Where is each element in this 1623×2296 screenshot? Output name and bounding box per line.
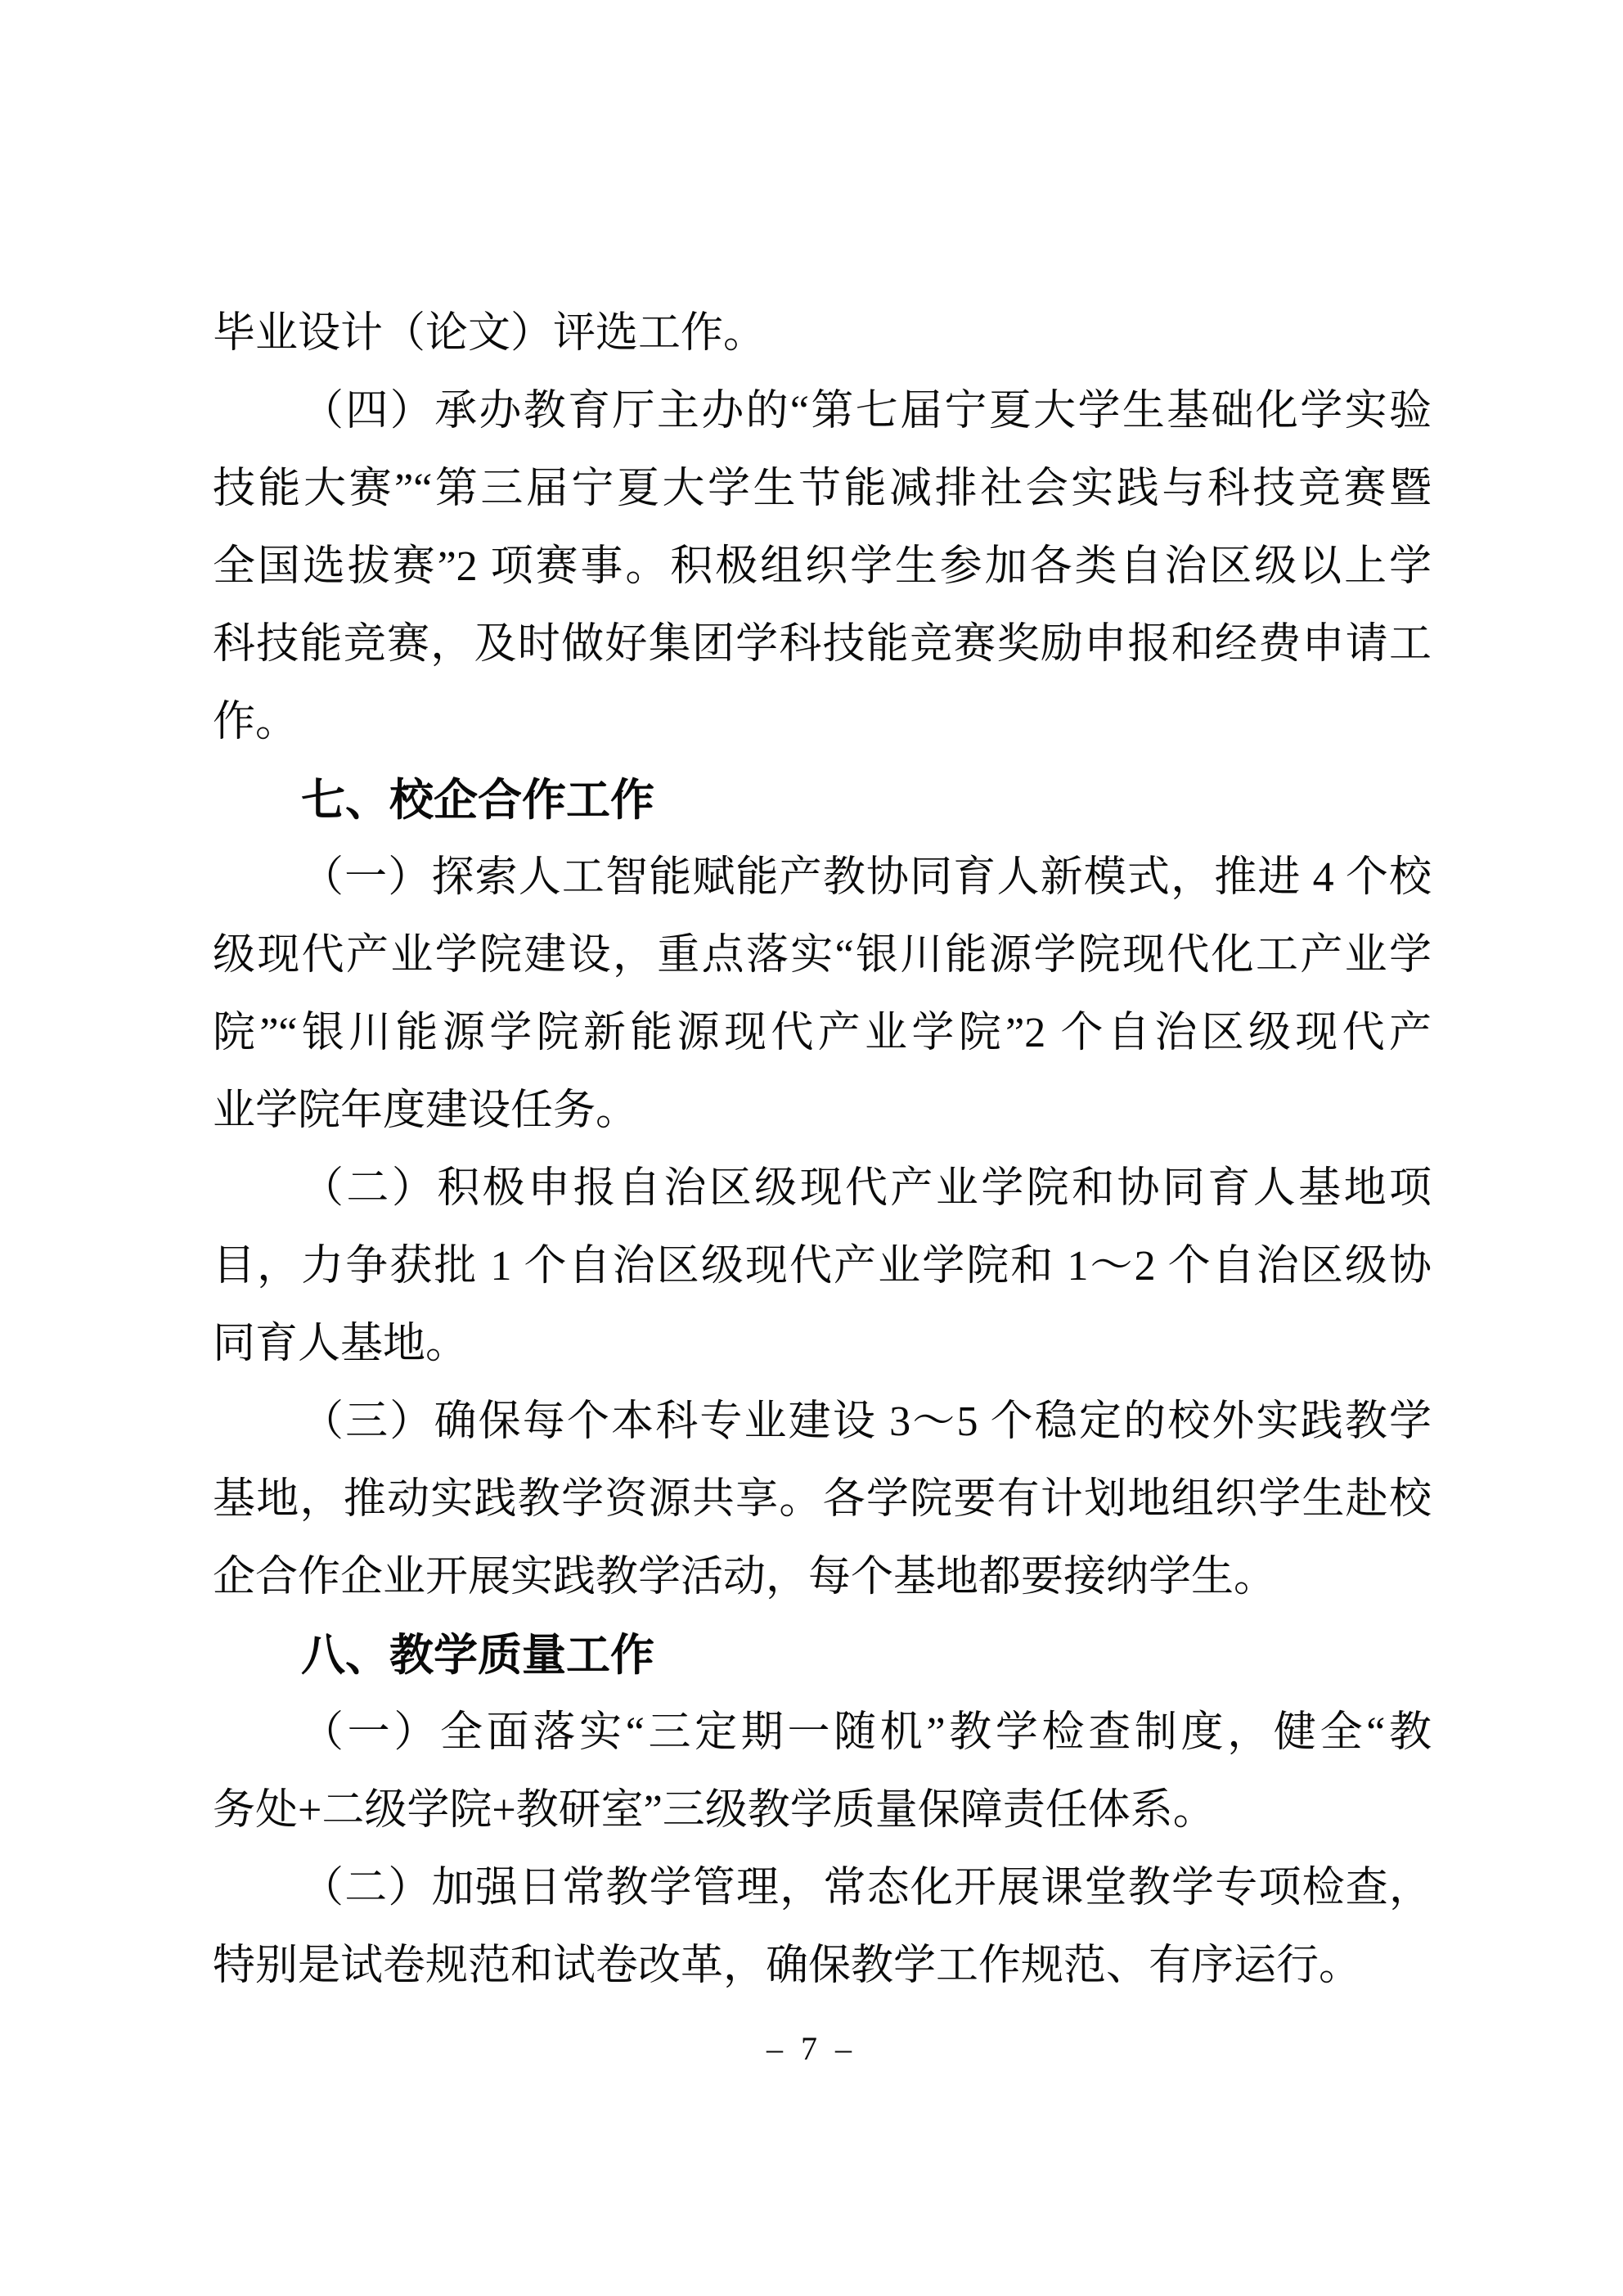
text-line: （四）承办教育厅主办的“第七届宁夏大学生基础化学实验 [301,388,1432,434]
text-line: 级现代产业学院建设，重点落实“银川能源学院现代化工产业学 [213,932,1432,979]
section-heading: 八、教学质量工作 [301,1629,654,1681]
text-line: 同育人基地。 [213,1321,469,1367]
text-line: 特别是试卷规范和试卷改革，确保教学工作规范、有序运行。 [213,1943,1362,1989]
text-line: （三）确保每个本科专业建设 3～5 个稳定的校外实践教学 [301,1398,1432,1445]
section-heading: 七、校企合作工作 [301,774,654,826]
text-line: 院”“银川能源学院新能源现代产业学院”2 个自治区级现代产 [213,1010,1432,1056]
text-line: 业学院年度建设任务。 [213,1087,639,1134]
text-line: （一）全面落实“三定期一随机”教学检查制度，健全“教 [301,1709,1432,1756]
text-line: 毕业设计（论文）评选工作。 [213,310,767,357]
text-line: （一）探索人工智能赋能产教协同育人新模式，推进 4 个校 [301,854,1432,901]
page-number: – 7 – [767,2030,856,2067]
text-line: 目，力争获批 1 个自治区级现代产业学院和 1～2 个自治区级协 [213,1243,1432,1290]
text-line: 科技能竞赛，及时做好集团学科技能竞赛奖励申报和经费申请工 [213,621,1432,668]
text-line: 务处+二级学院+教研室”三级教学质量保障责任体系。 [213,1787,1216,1834]
text-line: 全国选拔赛”2 项赛事。积极组织学生参加各类自治区级以上学 [213,543,1432,590]
text-line: （二）加强日常教学管理，常态化开展课堂教学专项检查， [301,1865,1432,1911]
text-line: 基地，推动实践教学资源共享。各学院要有计划地组织学生赴校 [213,1476,1432,1523]
text-line: 企合作企业开展实践教学活动，每个基地都要接纳学生。 [213,1554,1277,1600]
text-line: 技能大赛”“第三届宁夏大学生节能减排社会实践与科技竞赛暨 [213,466,1432,512]
text-line: 作。 [213,699,299,745]
text-line: （二）积极申报自治区级现代产业学院和协同育人基地项 [301,1165,1432,1212]
document-body [213,295,1432,2005]
